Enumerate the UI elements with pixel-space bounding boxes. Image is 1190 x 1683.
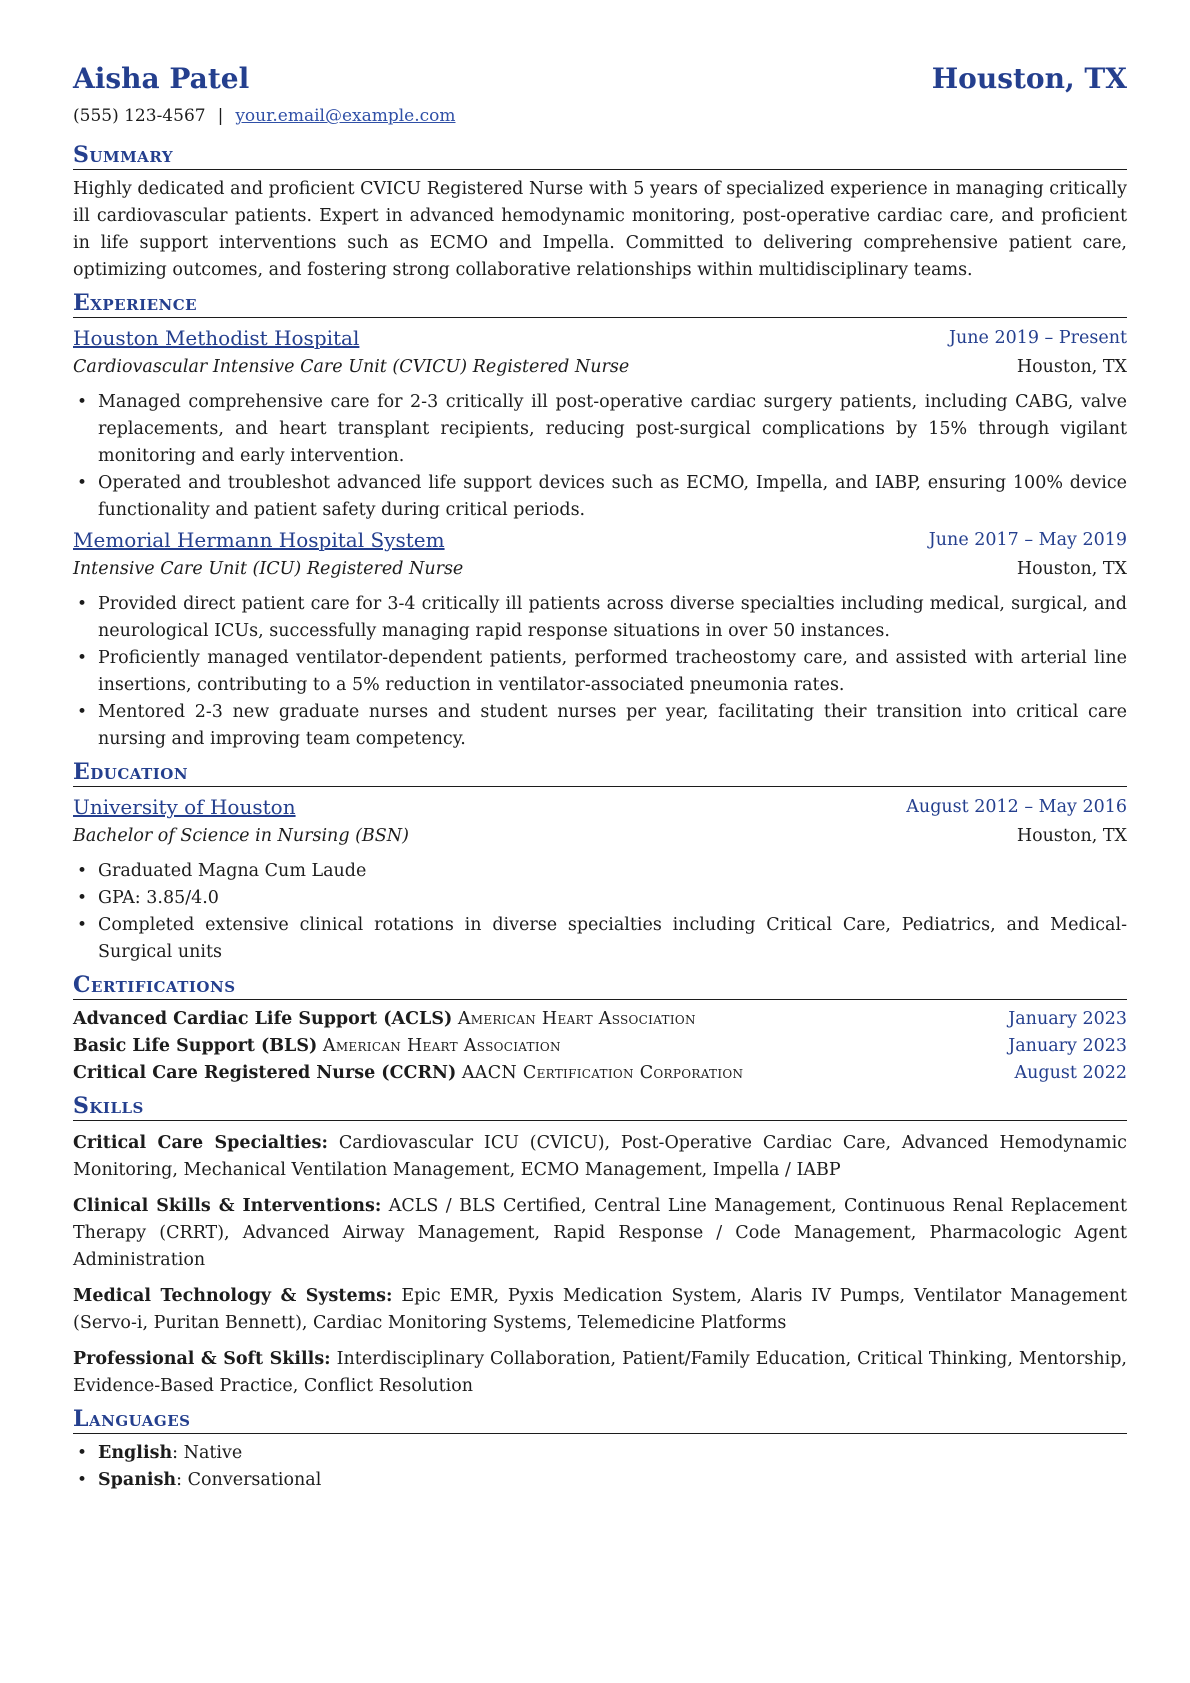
language-level: : Native [172,1443,243,1463]
summary-section [73,142,1127,284]
certification-list [73,1006,1127,1087]
skill-group-label: Medical Technology & Systems: [73,1286,393,1306]
skill-group [73,1346,1127,1400]
certification-name: Basic Life Support (BLS) [73,1036,318,1056]
language-level: : Conversational [176,1470,322,1490]
summary-text: Highly dedicated and proficient CVICU Registered Nurse with 5 years of specialized experience in managing critically ill cardiovascular patients. Expert in advanced hemodynamic monitoring, post-operative cardiac care, and proficient in life support interventions such as ECMO and Impella. Committed to delivering comprehensive patient care, optimizing outcomes, and fostering strong collaborative relationships within multidisciplinary teams. [73,179,1127,280]
certification-org: American Heart Association [322,1036,561,1056]
education-dates: August 2012 – May 2016 [906,797,1127,817]
bullet-item: • Provided direct patient care for 3-4 critically ill patients across diverse specialties including medical, surgical, and neurological ICUs, successfully managing rapid response situations in over 50 instances. [73,591,1127,645]
job-role: Cardiovascular Intensive Care Unit (CVICU) Registered Nurse [73,357,630,377]
certification-name: Critical Care Registered Nurse (CCRN) [73,1063,457,1083]
skill-group-label: Professional & Soft Skills: [73,1349,331,1369]
bullet-item: • Graduated Magna Cum Laude [73,858,1127,885]
bullet-item: • Completed extensive clinical rotations in diverse specialties including Critical Care, Pediatrics, and Medical-Surgical units [73,912,1127,966]
job-header [73,526,1127,555]
school-name[interactable]: University of Houston [73,795,296,819]
job-location: Houston, TX [1016,357,1127,377]
resume-page [73,62,1127,1494]
experience-section [73,290,1127,753]
education-header [73,793,1127,822]
degree-row [73,822,1127,850]
language-item [73,1440,1127,1467]
education-entry [73,793,1127,966]
bullet-item: • GPA: 3.85/4.0 [73,885,1127,912]
section-title-certifications: Certifications [73,972,1127,1000]
section-title-languages: Languages [73,1406,1127,1434]
contact-line [73,106,1127,136]
languages-section [73,1406,1127,1494]
degree: Bachelor of Science in Nursing (BSN) [73,826,409,846]
section-title-summary: Summary [73,142,1127,170]
skills-section [73,1093,1127,1400]
job-bullets [73,591,1127,753]
resume-header [73,62,1127,104]
bullet-item: • Proficiently managed ventilator-dependent patients, performed tracheostomy care, and assisted with arterial line insertions, contributing to a 5% reduction in ventilator-associated pneumonia rates. [73,645,1127,699]
section-title-skills: Skills [73,1093,1127,1121]
skill-group-text: ACLS / BLS Certified, Central Line Management, Continuous Renal Replacement Therapy (CRRT), Advanced Airway Management, Rapid Response / Code Management, Pharmacologic Agent Administration [73,1196,1127,1270]
job-role-row [73,353,1127,381]
skill-group [73,1283,1127,1337]
job-header [73,324,1127,353]
job-dates: June 2017 – May 2019 [928,530,1127,550]
certification-row [73,1033,1127,1060]
job-entry [73,526,1127,753]
certification-row [73,1060,1127,1087]
certification-date: January 2023 [1008,1009,1127,1029]
certification-org: AACN Certification Corporation [461,1063,744,1083]
employer-name[interactable]: Houston Methodist Hospital [73,326,360,350]
job-location: Houston, TX [1016,559,1127,579]
skill-group [73,1193,1127,1274]
bullet-item: • Mentored 2-3 new graduate nurses and student nurses per year, facilitating their transition into critical care nursing and improving team competency. [73,699,1127,753]
language-list [73,1440,1127,1494]
skill-group-text: Cardiovascular ICU (CVICU), Post-Operative Cardiac Care, Advanced Hemodynamic Monitoring, Mechanical Ventilation Management, ECMO Management, Impella / IABP [73,1133,1127,1180]
skill-group-text: Interdisciplinary Collaboration, Patient/Family Education, Critical Thinking, Mentorship, Evidence-Based Practice, Conflict Resolution [73,1349,1127,1396]
education-bullets [73,858,1127,966]
job-bullets [73,389,1127,524]
employer-name[interactable]: Memorial Hermann Hospital System [73,528,445,552]
skill-group-label: Critical Care Specialties: [73,1133,328,1153]
language-name: English [98,1443,173,1463]
certification-org: American Heart Association [457,1009,696,1029]
certification-name: Advanced Cardiac Life Support (ACLS) [73,1009,453,1029]
phone-number: (555) 123-4567 [73,106,206,126]
education-section [73,759,1127,966]
language-item [73,1467,1127,1494]
candidate-location: Houston, TX [931,62,1127,95]
bullet-item: • Managed comprehensive care for 2-3 critically ill post-operative cardiac surgery patients, including CABG, valve replacements, and heart transplant recipients, reducing post-surgical complications by 15% through vigilant monitoring and early intervention. [73,389,1127,470]
certification-row [73,1006,1127,1033]
job-role-row [73,555,1127,583]
section-title-experience: Experience [73,290,1127,318]
section-title-education: Education [73,759,1127,787]
skill-group [73,1130,1127,1184]
skill-group-label: Clinical Skills & Interventions: [73,1196,382,1216]
language-name: Spanish [98,1470,177,1490]
candidate-name: Aisha Patel [73,62,250,95]
certifications-section [73,972,1127,1087]
job-role: Intensive Care Unit (ICU) Registered Nurse [73,559,464,579]
job-entry [73,324,1127,524]
contact-separator: | [217,106,224,126]
certification-date: August 2022 [1014,1063,1127,1083]
skill-group-text: Epic EMR, Pyxis Medication System, Alaris IV Pumps, Ventilator Management (Servo-i, Puritan Bennett), Cardiac Monitoring Systems, Telemedicine Platforms [73,1286,1128,1333]
email-link[interactable]: your.email@example.com [235,106,456,126]
bullet-item: • Operated and troubleshot advanced life support devices such as ECMO, Impella, and IABP, ensuring 100% device functionality and patient safety during critical periods. [73,470,1127,524]
certification-date: January 2023 [1008,1036,1127,1056]
job-dates: June 2019 – Present [948,328,1127,348]
education-location: Houston, TX [1016,826,1127,846]
